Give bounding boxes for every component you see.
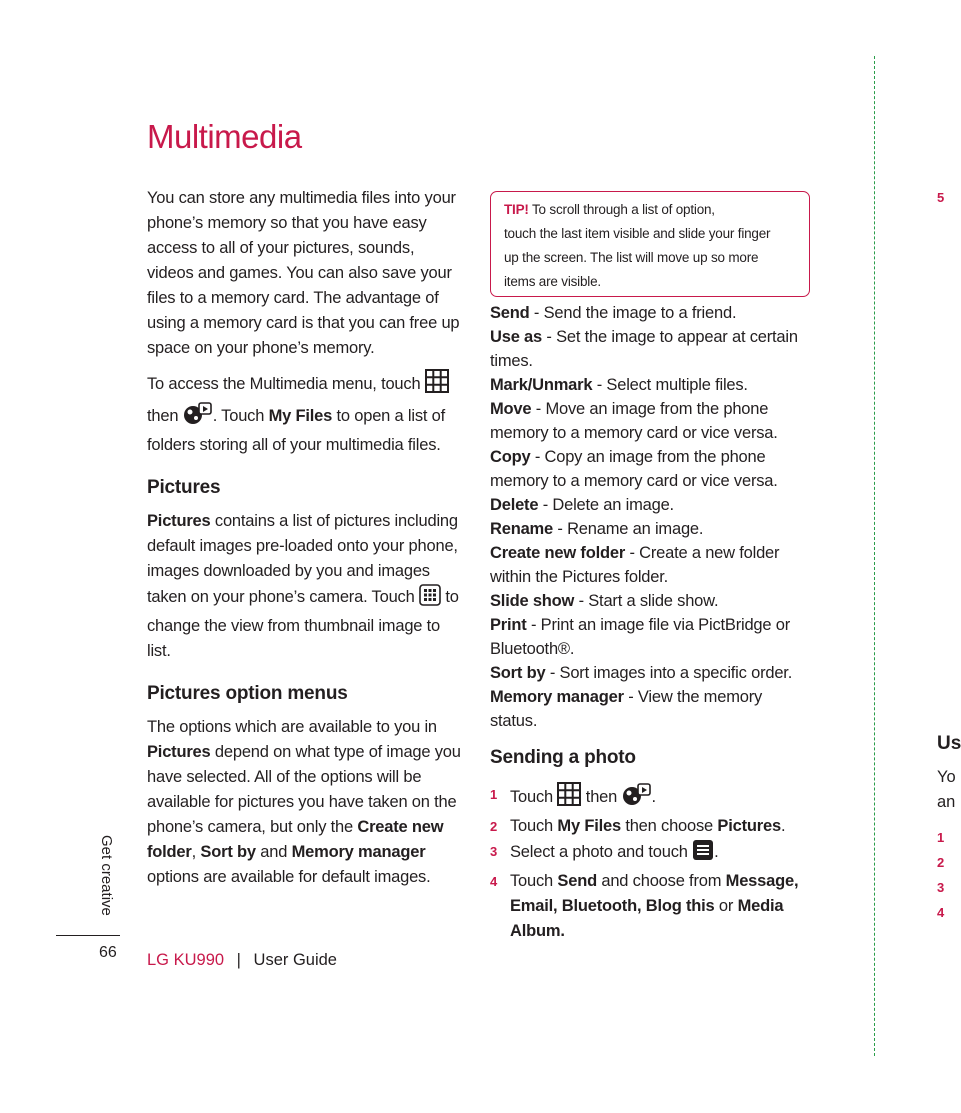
option-create-new-folder: Create new folder - Create a new folder within the Pictures folder.: [490, 544, 780, 586]
pictures-heading: Pictures: [147, 477, 221, 498]
intro-paragraph: You can store any multimedia files into your phone’s memory so that you have easy access to all of your pictures, sounds, videos and games. You can also save your files to a memory card. The advantage of using a memory card is that you can free up space on your phone’s memory.: [147, 189, 460, 357]
options-list: [490, 301, 810, 733]
edge-text-fragment-1: Yo: [937, 768, 956, 786]
access-paragraph: To access the Multimedia menu, touch then . Touch My Files to open a list of folders storing all of your multimedia files.: [147, 369, 465, 458]
menu-grid-icon: [557, 782, 581, 814]
edge-step-number: 2: [937, 855, 945, 870]
option-copy: Copy - Copy an image from the phone memory to a memory card or vice versa.: [490, 448, 778, 490]
step-2: 2 Touch My Files then choose Pictures.: [490, 817, 786, 835]
menus-heading: Pictures option menus: [147, 683, 348, 704]
option-rename: Rename - Rename an image.: [490, 520, 704, 538]
edge-text-fragment-2: an: [937, 793, 956, 811]
step-4: 4 Touch Send and choose from Message, Email, Bluetooth, Blog this or Media Album.: [490, 872, 799, 940]
menu-grid-icon: [425, 369, 449, 401]
option-slide-show: Slide show - Start a slide show.: [490, 592, 719, 610]
option-use-as: Use as - Set the image to appear at certain times.: [490, 328, 798, 370]
option-mark-unmark: Mark/Unmark - Select multiple files.: [490, 376, 748, 394]
sending-steps: [490, 782, 810, 944]
option-send: Send - Send the image to a friend.: [490, 304, 737, 322]
option-sort-by: Sort by - Sort images into a specific order.: [490, 664, 793, 682]
footer-separator: |: [236, 951, 241, 969]
option-memory-manager: Memory manager - View the memory status.: [490, 688, 763, 730]
tip-box: TIP! To scroll through a list of option, touch the last item visible and slide your finger up the screen. The list will move up so more items are visible.: [490, 191, 810, 297]
view-toggle-icon: [419, 584, 441, 614]
section-sidebar-label: Get creative: [98, 835, 115, 916]
page-number-rule: [56, 935, 120, 936]
sending-heading: Sending a photo: [490, 747, 636, 768]
page-spine-divider: [874, 56, 875, 1056]
option-move: Move - Move an image from the phone memory to a memory card or vice versa.: [490, 400, 778, 442]
left-column: [147, 186, 465, 890]
page-title: Multimedia: [147, 118, 302, 155]
footer-brand: LG KU990: [147, 951, 225, 969]
edge-step-number: 3: [937, 880, 945, 895]
option-print: Print - Print an image file via PictBridge or Bluetooth®.: [490, 616, 791, 658]
pictures-paragraph: Pictures contains a list of pictures including default images pre-loaded onto your phone, images downloaded by you and images taken on your phone’s camera. Touch to change the view from thumbnail image to list.: [147, 512, 459, 660]
step-1: 1 Touch then .: [490, 782, 810, 814]
multimedia-icon: [622, 782, 652, 814]
step-3: 3 Select a photo and touch .: [490, 839, 810, 869]
tip-label: TIP!: [504, 202, 529, 217]
footer: [147, 951, 337, 970]
option-delete: Delete - Delete an image.: [490, 496, 674, 514]
options-menu-icon: [692, 839, 714, 869]
edge-step-number: 1: [937, 830, 945, 845]
multimedia-icon: [183, 401, 213, 433]
menus-paragraph: The options which are available to you in Pictures depend on what type of image you have selected. All of the options will be available for pictures you have taken on the phone’s camera, but only the Create new folder, Sort by and Memory manager options are available for default images.: [147, 718, 461, 886]
edge-step-number: 4: [937, 905, 945, 920]
page-number: 66: [99, 944, 117, 961]
edge-heading-fragment: Us: [937, 733, 961, 754]
footer-guide: User Guide: [253, 951, 337, 969]
edge-page-number: 5: [937, 190, 945, 205]
